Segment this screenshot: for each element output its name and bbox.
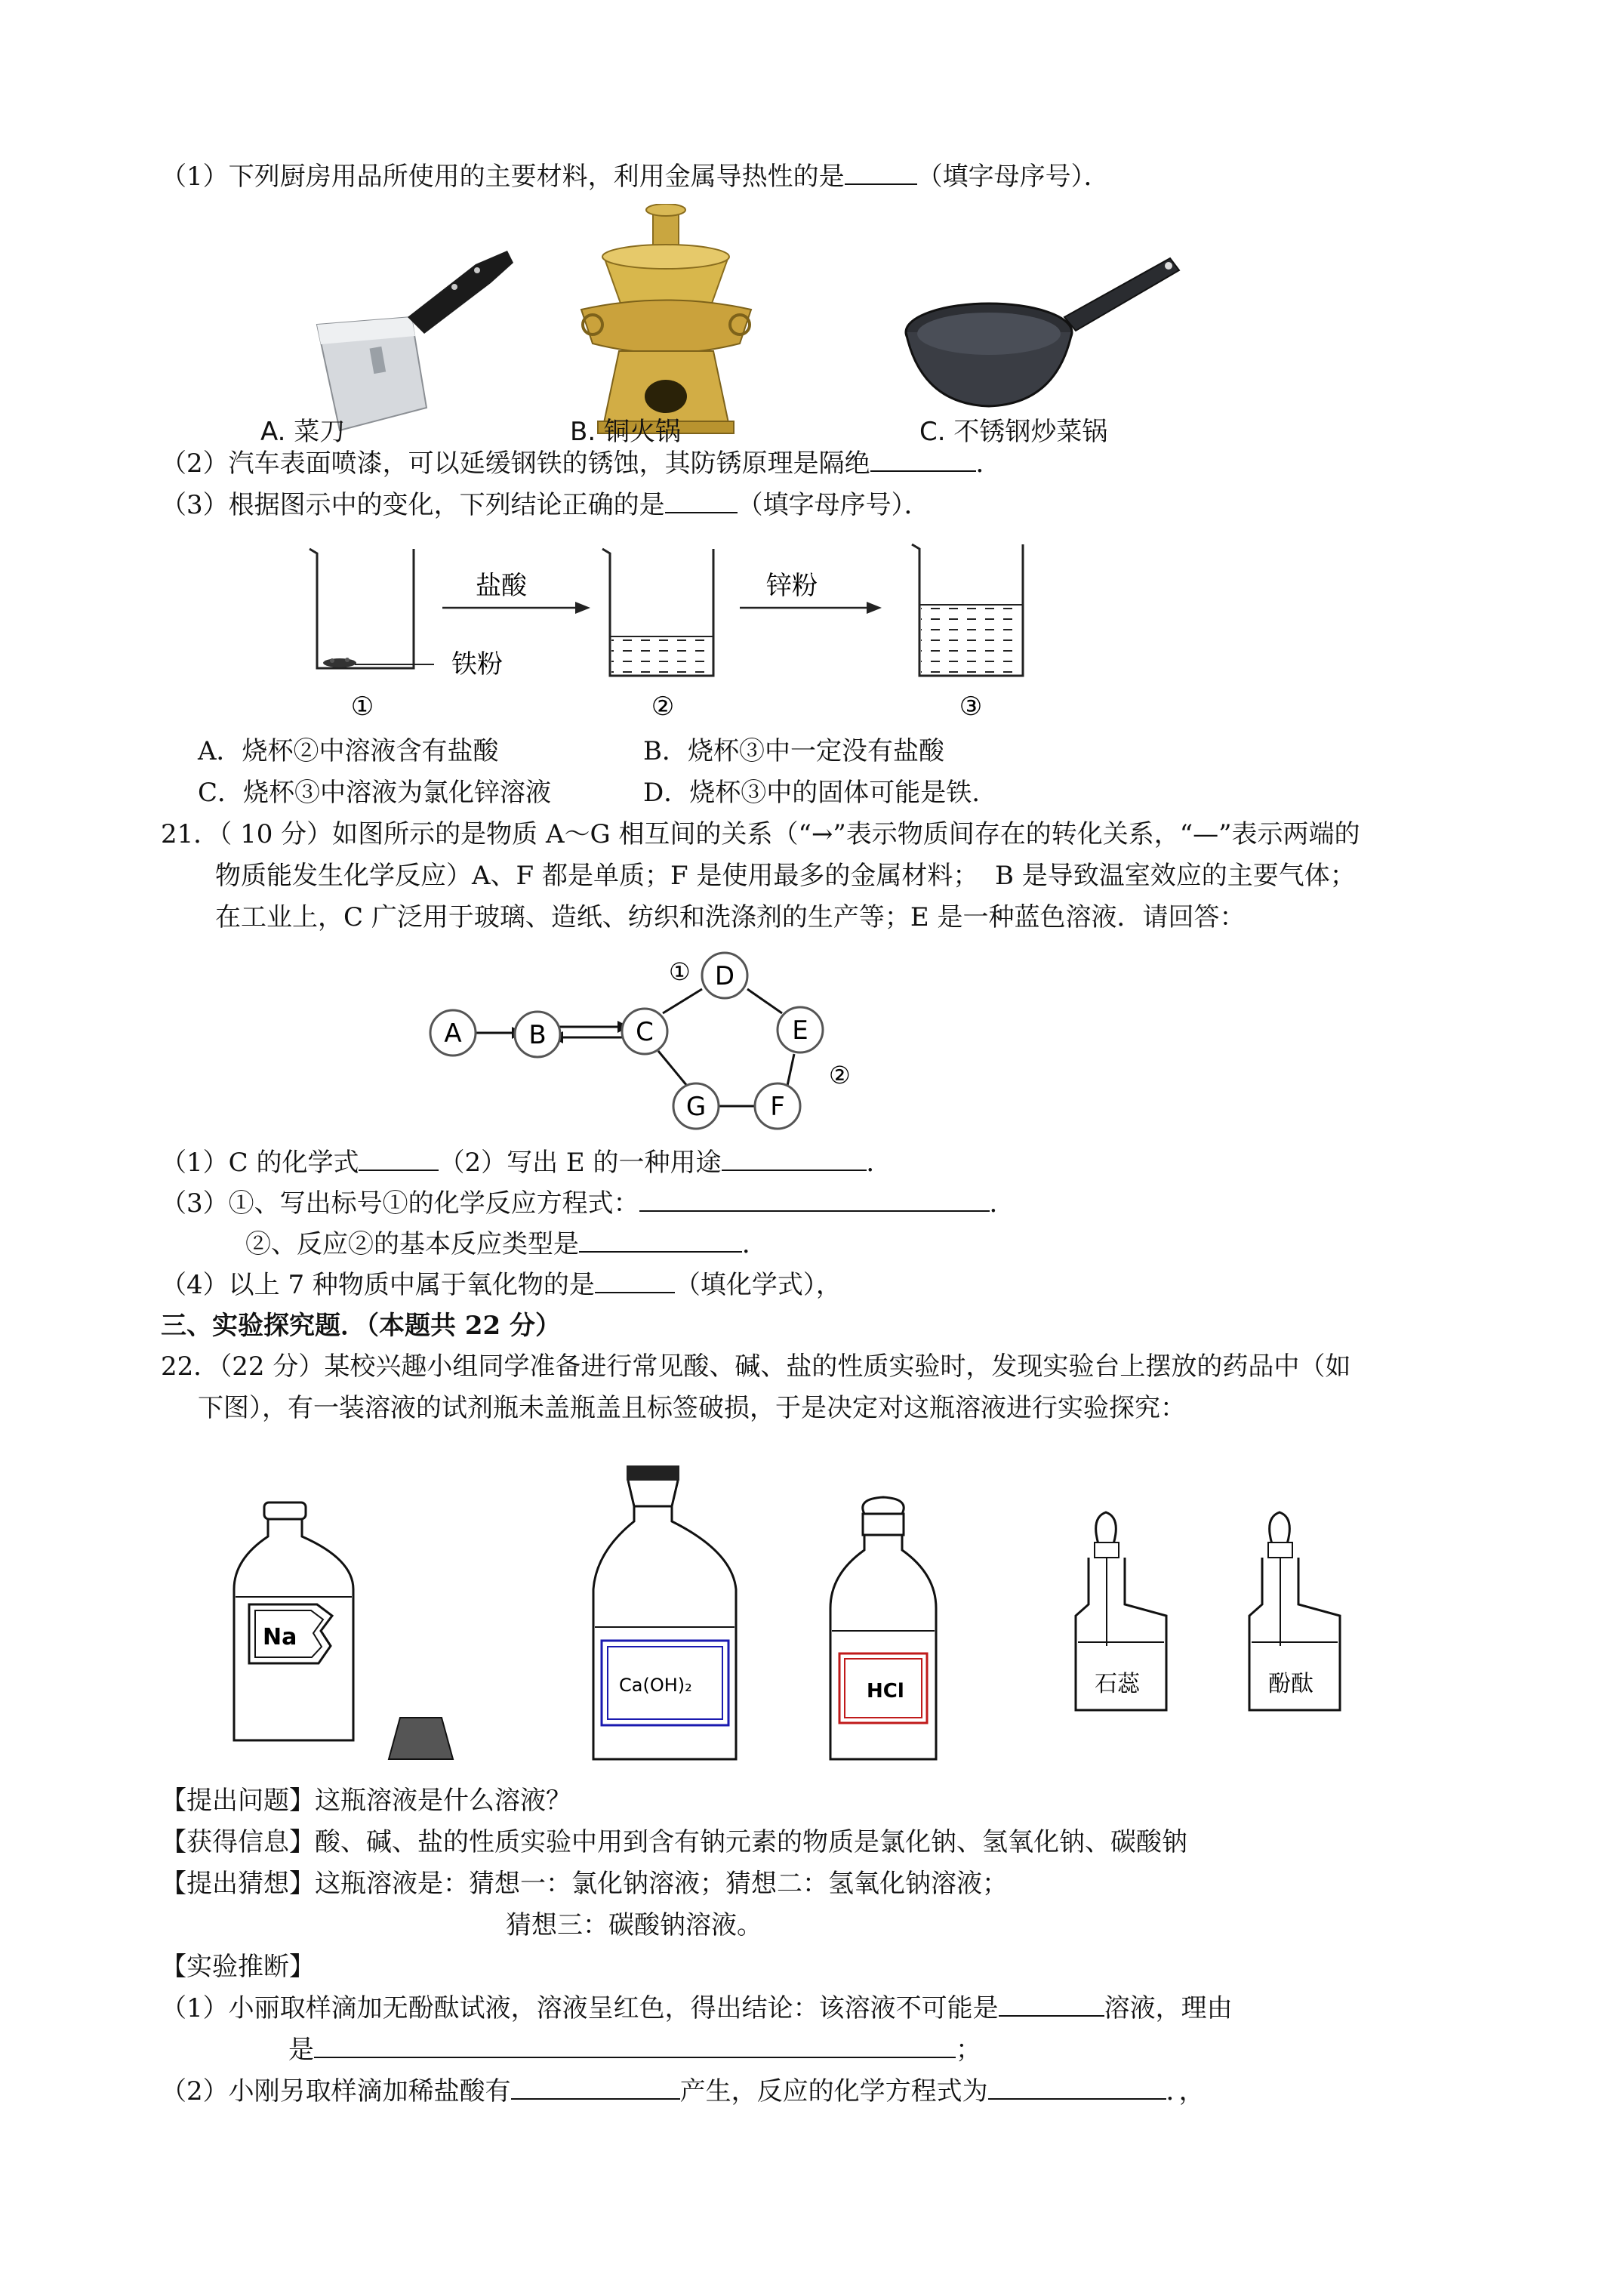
q22-infer1b-suffix: ；	[956, 2035, 981, 2065]
svg-text:F: F	[770, 1092, 785, 1122]
q21-sub4-text: （4）以上 7 种物质中属于氧化物的是	[161, 1270, 595, 1300]
litmus-dropper-bottle	[1076, 1512, 1166, 1710]
svg-text:D: D	[714, 961, 735, 991]
arrow-2-label: 锌粉	[766, 571, 818, 601]
q20-part3-text: （3）根据图示中的变化，下列结论正确的是	[161, 490, 665, 520]
q21-sub2-suffix: ．	[866, 1148, 892, 1178]
answer-blank[interactable]	[722, 1147, 867, 1171]
cleaver-knife-image	[317, 251, 513, 430]
reagent-bottles-figure	[226, 1461, 1374, 1771]
substance-relation-diagram	[423, 944, 876, 1140]
q21-sub3-line	[161, 1187, 1015, 1220]
q20-part2-line	[161, 447, 1002, 480]
caption-c: C. 不锈钢炒菜锅	[919, 417, 1108, 447]
q21-intro-line-1: 21．（ 10 分）如图所示的是物质 A～G 相互间的关系（“→”表示物质间存在的转化关系，“—”表示两端的	[161, 819, 1360, 849]
node-g	[673, 1083, 719, 1129]
q21-intro-line-3: 在工业上，C 广泛用于玻璃、造纸、纺织和洗涤剂的生产等；E 是一种蓝色溶液．请回答：	[215, 902, 1246, 932]
answer-blank[interactable]	[988, 2076, 1166, 2100]
caption-b: B. 铜火锅	[570, 417, 681, 447]
q21-sub1-line	[161, 1146, 892, 1179]
q20-part2-suffix: ．	[975, 448, 1002, 479]
q20-part3-suffix: （填字母序号）．	[737, 490, 930, 520]
q22-infer2-text: （2）小刚另取样滴加稀盐酸有	[161, 2076, 511, 2106]
node-c	[622, 1009, 667, 1054]
q22-info: 【获得信息】酸、碱、盐的性质实验中用到含有钠元素的物质是氯化钠、氢氧化钠、碳酸钠	[161, 1827, 1187, 1857]
answer-blank[interactable]	[665, 489, 738, 513]
phenolphthalein-dropper-bottle	[1249, 1512, 1340, 1710]
answer-blank[interactable]	[595, 1269, 675, 1293]
calcium-hydroxide-bottle	[593, 1465, 736, 1759]
iron-powder-label: 铁粉	[451, 649, 503, 680]
label-caoh2: Ca(OH)₂	[619, 1675, 692, 1696]
q21-sub3b-line	[245, 1228, 768, 1261]
beaker-3	[912, 544, 1023, 676]
svg-text:B: B	[528, 1020, 547, 1050]
q21-sub4-line	[161, 1268, 842, 1302]
svg-text:A: A	[444, 1019, 462, 1049]
q22-infer1-reason: 溶液，理由	[1104, 1993, 1233, 2023]
q21-intro-line-2: 物质能发生化学反应）A、F 都是单质；F 是使用最多的金属材料； B 是导致温室效应的主要气体；	[215, 861, 1356, 891]
node-b	[515, 1012, 560, 1057]
beaker-3-number: ③	[959, 692, 983, 722]
label-phenolphthalein: 酚酞	[1268, 1671, 1313, 1697]
node-d	[702, 953, 747, 998]
beaker-1	[310, 549, 434, 668]
broken-label-bottle	[234, 1502, 353, 1740]
node-f	[755, 1083, 800, 1129]
q22-guess-line-1: 【提出猜想】这瓶溶液是：猜想一：氯化钠溶液；猜想二：氢氧化钠溶液；	[161, 1869, 1008, 1899]
q22-infer1-text: （1）小丽取样滴加无酚酞试液，溶液呈红色，得出结论：该溶液不可能是	[161, 1993, 999, 2023]
section-3-heading: 三、实验探究题．（本题共 22 分）	[161, 1311, 561, 1341]
option-b: B．烧杯③中一定没有盐酸	[643, 736, 944, 766]
q22-infer-heading: 【实验推断】	[161, 1952, 315, 1982]
q21-sub1-text: （1）C 的化学式	[161, 1148, 359, 1178]
q22-infer1b-line	[288, 2033, 981, 2066]
q22-guess-line-2: 猜想三：碳酸钠溶液。	[506, 1910, 762, 1940]
q21-sub3-text: （3）①、写出标号①的化学反应方程式：	[161, 1188, 639, 1219]
beaker-2	[602, 549, 713, 676]
arrow-1-label: 盐酸	[476, 571, 527, 601]
bottle-stopper	[389, 1718, 453, 1759]
q22-infer2-equation-text: 产生，反应的化学方程式为	[679, 2076, 988, 2106]
label-litmus: 石蕊	[1095, 1671, 1140, 1697]
beaker-1-number: ①	[350, 692, 374, 722]
q20-part1-suffix: （填字母序号）．	[916, 162, 1110, 192]
option-d: D．烧杯③中的固体可能是铁.	[643, 778, 981, 808]
reaction-mark-1: ①	[669, 957, 691, 986]
q20-part1-line	[161, 160, 1110, 193]
q22-infer1b-text: 是	[288, 2035, 314, 2065]
svg-text:C: C	[636, 1017, 654, 1047]
q22-infer2-suffix: ．，	[1166, 2076, 1205, 2106]
label-hcl: HCl	[867, 1680, 904, 1703]
q21-sub3b-text: ②、反应②的基本反应类型是	[245, 1229, 579, 1259]
q20-part3-line	[161, 488, 930, 522]
q22-intro-line-1: 22．（22 分）某校兴趣小组同学准备进行常见酸、碱、盐的性质实验时，发现实验台上摆放的药品中（如	[161, 1351, 1351, 1382]
svg-text:E: E	[792, 1015, 808, 1046]
answer-blank[interactable]	[579, 1228, 742, 1253]
q22-question: 【提出问题】这瓶溶液是什么溶液？	[161, 1786, 571, 1816]
answer-blank[interactable]	[511, 2076, 680, 2100]
wok-image	[906, 258, 1179, 406]
q21-sub3-suffix: ．	[989, 1188, 1015, 1219]
node-e	[778, 1007, 823, 1052]
answer-blank[interactable]	[845, 161, 917, 185]
hydrochloric-acid-bottle	[830, 1497, 936, 1759]
beaker-2-number: ②	[651, 692, 675, 722]
answer-blank[interactable]	[359, 1147, 439, 1171]
svg-text:G: G	[685, 1092, 707, 1122]
node-a	[430, 1010, 476, 1056]
copper-hotpot-image	[581, 204, 751, 433]
q21-sub3b-suffix: ．	[742, 1229, 768, 1259]
q22-infer2-line	[161, 2075, 1205, 2108]
q21-sub2-text: （2）写出 E 的一种用途	[439, 1148, 722, 1178]
option-c: C．烧杯③中溶液为氯化锌溶液	[198, 778, 552, 808]
answer-blank[interactable]	[999, 1992, 1104, 2017]
reaction-mark-2: ②	[829, 1061, 851, 1089]
answer-blank[interactable]	[870, 448, 976, 472]
answer-blank[interactable]	[639, 1188, 990, 1212]
q22-intro-line-2: 下图），有一装溶液的试剂瓶未盖瓶盖且标签破损，于是决定对这瓶溶液进行实验探究：	[198, 1393, 1186, 1423]
q20-part2-text: （2）汽车表面喷漆，可以延缓钢铁的锈蚀，其防锈原理是隔绝	[161, 448, 870, 479]
label-na: Na	[263, 1624, 297, 1650]
q21-sub4-suffix: （填化学式），	[674, 1270, 842, 1300]
beaker-reaction-figure	[294, 540, 1049, 725]
q20-part1-text: （1）下列厨房用品所使用的主要材料，利用金属导热性的是	[161, 162, 845, 192]
caption-a: A. 菜刀	[260, 417, 346, 447]
q22-infer1-line	[161, 1992, 1233, 2025]
option-a: A．烧杯②中溶液含有盐酸	[198, 736, 499, 766]
answer-blank[interactable]	[314, 2034, 956, 2058]
